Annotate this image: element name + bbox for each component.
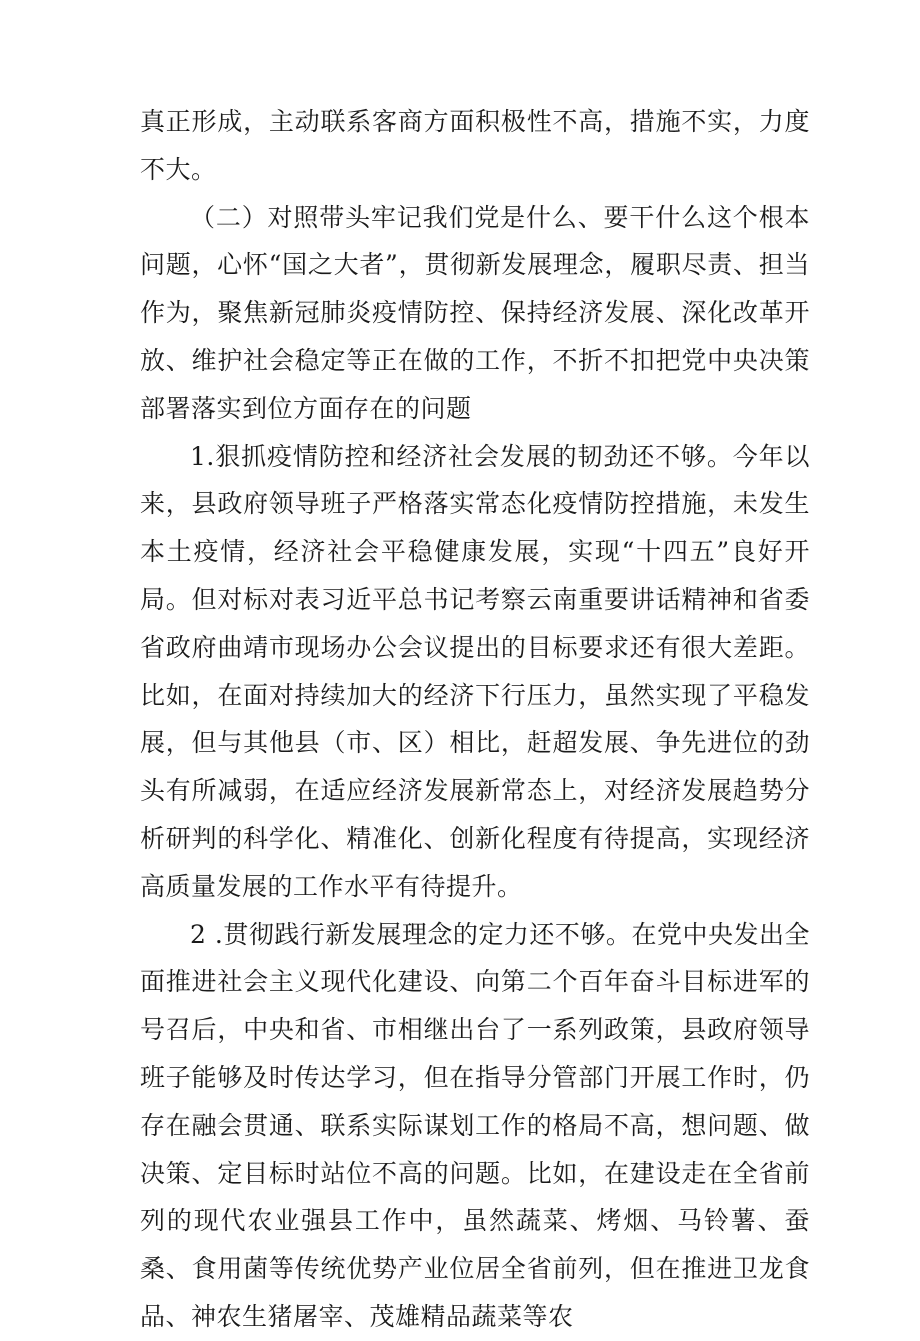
document-body — [140, 98, 810, 1341]
paragraph-4: 2 .贯彻践行新发展理念的定力还不够。在党中央发出全面推进社会主义现代化建设、向第二个百年奋斗目标进军的号召后，中央和省、市相继出台了一系列政策，县政府领导班子能够及时传达学习，但在指导分管部门开展工作时，仍存在融会贯通、联系实际谋划工作的格局不高，想问题、做决策、定目标时站位不高的问题。比如，在建设走在全省前列的现代农业强县工作中，虽然蔬菜、烤烟、马铃薯、蚕桑、食用菌等传统优势产业位居全省前列，但在推进卫龙食品、神农生猪屠宰、茂雄精品蔬菜等农 — [140, 919, 810, 1331]
paragraph-1: 真正形成，主动联系客商方面积极性不高，措施不实，力度不大。 — [140, 107, 810, 184]
paragraph-2-heading: （二）对照带头牢记我们党是什么、要干什么这个根本问题，心怀“国之大者”，贯彻新发展理念，履职尽责、担当作为，聚焦新冠肺炎疫情防控、保持经济发展、深化改革开放、维护社会稳定等正在做的工作，不折不扣把党中央决策部署落实到位方面存在的问题 — [140, 202, 810, 423]
paragraph-3: 1.狠抓疫情防控和经济社会发展的韧劲还不够。今年以来，县政府领导班子严格落实常态化疫情防控措施，未发生本土疫情，经济社会平稳健康发展，实现“十四五”良好开局。但对标对表习近平总书记考察云南重要讲话精神和省委省政府曲靖市现场办公会议提出的目标要求还有很大差距。比如，在面对持续加大的经济下行压力，虽然实现了平稳发展，但与其他县（市、区）相比，赶超发展、争先进位的劲头有所减弱，在适应经济发展新常态上，对经济发展趋势分析研判的科学化、精准化、创新化程度有待提高，实现经济高质量发展的工作水平有待提升。 — [140, 441, 810, 901]
